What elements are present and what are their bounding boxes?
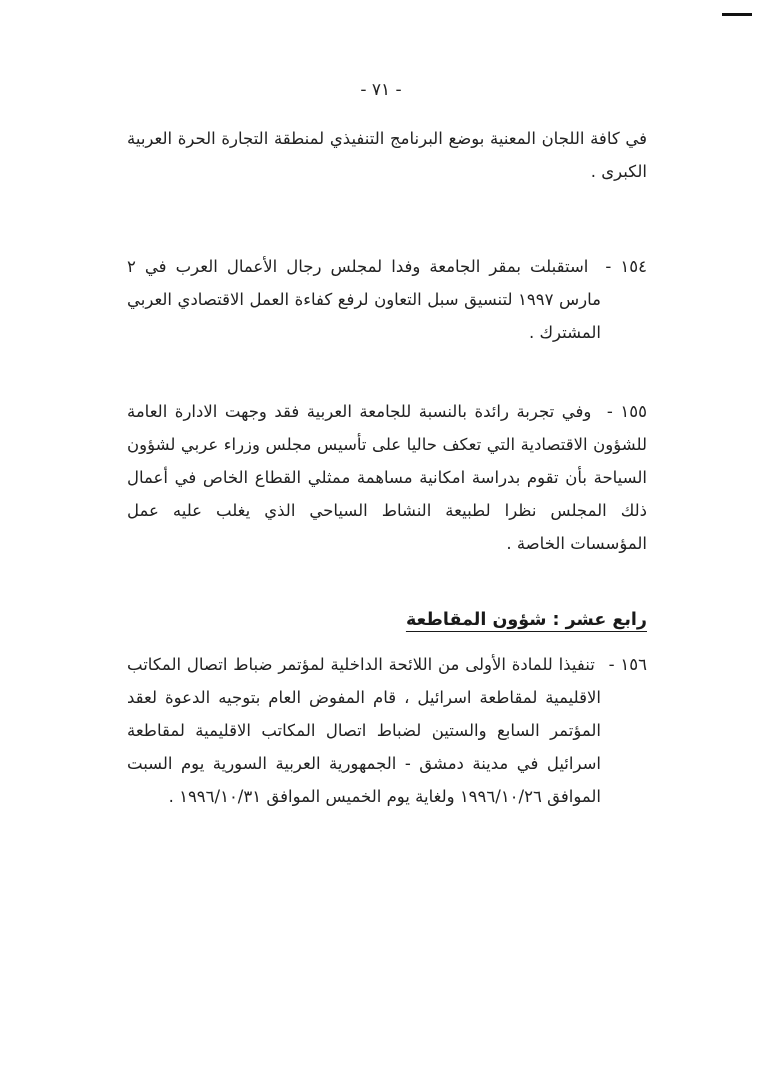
item-154-text: استقبلت بمقر الجامعة وفدا لمجلس رجال الأعمال العرب في ٢ مارس ١٩٩٧ لتنسيق سبل التعاون لرفع كفاءة العمل الاقتصادي العربي المشترك . [127,257,601,342]
item-156-number: ١٥٦ - [608,655,647,674]
page-number: - ٧١ - [360,80,402,100]
section-heading: رابع عشر : شؤون المقاطعة [405,610,647,630]
intro-paragraph: في كافة اللجان المعنية بوضع البرنامج التنفيذي لمنطقة التجارة الحرة العربية الكبرى . [127,129,647,181]
item-155-number: ١٥٥ - [606,402,647,421]
item-155-text: وفي تجربة رائدة بالنسبة للجامعة العربية فقد وجهت الادارة العامة للشؤون الاقتصادية التي تعكف حاليا على تأسيس مجلس وزراء عربي لشؤون السياحة بأن تقوم بدراسة امكانية مساهمة ممثلي القطاع الخاص في أعمال ذلك المجلس نظرا لطبيعة النشاط السياحي الذي يغلب عليه عمل المؤسسات الخاصة . [127,402,647,553]
document-content [127,122,647,813]
numbered-item-154 [127,250,647,349]
numbered-item-156 [127,648,647,813]
numbered-item-155 [127,395,647,560]
item-154-number: ١٥٤ - [605,257,648,276]
item-156-text: تنفيذا للمادة الأولى من اللائحة الداخلية لمؤتمر ضباط اتصال المكاتب الاقليمية لمقاطعة اسرائيل ، قام المفوض العام بتوجيه الدعوة لعقد المؤتمر السابع والستين لضباط اتصال المكاتب الاقليمية لمقاطعة اسرائيل في مدينة دمشق - الجمهورية العربية السورية يوم السبت الموافق ١٩٩٦/١٠/٢٦ ولغاية يوم الخميس الموافق ١٩٩٦/١٠/٣١ . [127,655,601,806]
corner-mark [722,13,752,16]
